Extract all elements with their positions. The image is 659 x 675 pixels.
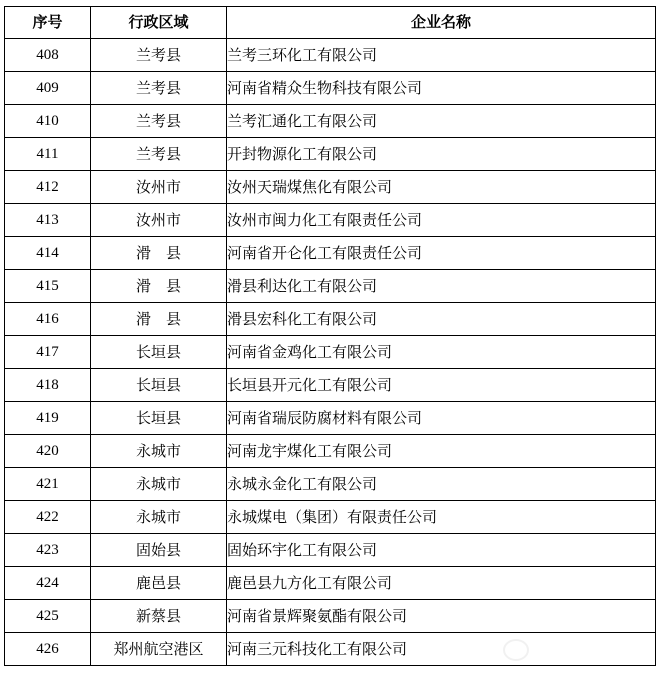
cell-serial-number: 416 [5,303,91,336]
table-row [5,402,656,435]
table-row [5,105,656,138]
table-row [5,303,656,336]
cell-region: 鹿邑县 [91,567,227,600]
table-row [5,237,656,270]
table-row [5,138,656,171]
cell-region: 滑 县 [91,270,227,303]
cell-serial-number: 419 [5,402,91,435]
table-row [5,270,656,303]
cell-serial-number: 423 [5,534,91,567]
cell-company-name: 兰考汇通化工有限公司 [227,105,656,138]
cell-serial-number: 414 [5,237,91,270]
cell-region: 兰考县 [91,138,227,171]
cell-company-name: 永城永金化工有限公司 [227,468,656,501]
faint-watermark-mark [503,639,529,661]
cell-company-name: 固始环宇化工有限公司 [227,534,656,567]
cell-company-name: 滑县宏科化工有限公司 [227,303,656,336]
cell-region: 兰考县 [91,72,227,105]
table-row [5,72,656,105]
cell-region: 长垣县 [91,336,227,369]
cell-company-name: 河南省精众生物科技有限公司 [227,72,656,105]
table-row [5,435,656,468]
cell-company-name: 河南省景辉聚氨酯有限公司 [227,600,656,633]
header-company-name: 企业名称 [227,7,656,39]
cell-region: 永城市 [91,468,227,501]
cell-serial-number: 420 [5,435,91,468]
table-row [5,501,656,534]
cell-company-name: 河南三元科技化工有限公司 [227,633,656,666]
cell-company-name: 汝州市闽力化工有限责任公司 [227,204,656,237]
cell-region: 永城市 [91,501,227,534]
cell-region: 永城市 [91,435,227,468]
cell-region: 长垣县 [91,402,227,435]
table-row [5,171,656,204]
cell-region: 滑 县 [91,237,227,270]
cell-serial-number: 424 [5,567,91,600]
table-row [5,204,656,237]
cell-region: 新蔡县 [91,600,227,633]
table-body [5,39,656,666]
cell-company-name: 河南龙宇煤化工有限公司 [227,435,656,468]
table-row [5,39,656,72]
cell-company-name: 河南省金鸡化工有限公司 [227,336,656,369]
cell-serial-number: 421 [5,468,91,501]
cell-company-name: 永城煤电（集团）有限责任公司 [227,501,656,534]
cell-serial-number: 417 [5,336,91,369]
enterprise-table [4,6,656,666]
table-row [5,534,656,567]
table-row [5,600,656,633]
cell-region: 滑 县 [91,303,227,336]
table-row [5,633,656,666]
cell-region: 兰考县 [91,105,227,138]
cell-company-name: 长垣县开元化工有限公司 [227,369,656,402]
cell-serial-number: 410 [5,105,91,138]
cell-region: 汝州市 [91,171,227,204]
cell-serial-number: 408 [5,39,91,72]
cell-serial-number: 425 [5,600,91,633]
cell-region: 兰考县 [91,39,227,72]
cell-serial-number: 422 [5,501,91,534]
cell-serial-number: 426 [5,633,91,666]
table-row [5,369,656,402]
cell-serial-number: 415 [5,270,91,303]
cell-serial-number: 418 [5,369,91,402]
cell-region: 长垣县 [91,369,227,402]
cell-region: 郑州航空港区 [91,633,227,666]
enterprise-table-container [4,6,656,666]
cell-company-name: 兰考三环化工有限公司 [227,39,656,72]
cell-serial-number: 412 [5,171,91,204]
cell-company-name: 鹿邑县九方化工有限公司 [227,567,656,600]
header-administrative-region: 行政区域 [91,7,227,39]
cell-company-name: 河南省开仑化工有限责任公司 [227,237,656,270]
cell-serial-number: 413 [5,204,91,237]
table-header-row [5,7,656,39]
table-row [5,336,656,369]
cell-company-name: 滑县利达化工有限公司 [227,270,656,303]
cell-region: 固始县 [91,534,227,567]
cell-serial-number: 411 [5,138,91,171]
cell-serial-number: 409 [5,72,91,105]
table-row [5,468,656,501]
cell-company-name: 汝州天瑞煤焦化有限公司 [227,171,656,204]
header-serial-number: 序号 [5,7,91,39]
cell-region: 汝州市 [91,204,227,237]
table-row [5,567,656,600]
cell-company-name: 河南省瑞辰防腐材料有限公司 [227,402,656,435]
cell-company-name: 开封物源化工有限公司 [227,138,656,171]
